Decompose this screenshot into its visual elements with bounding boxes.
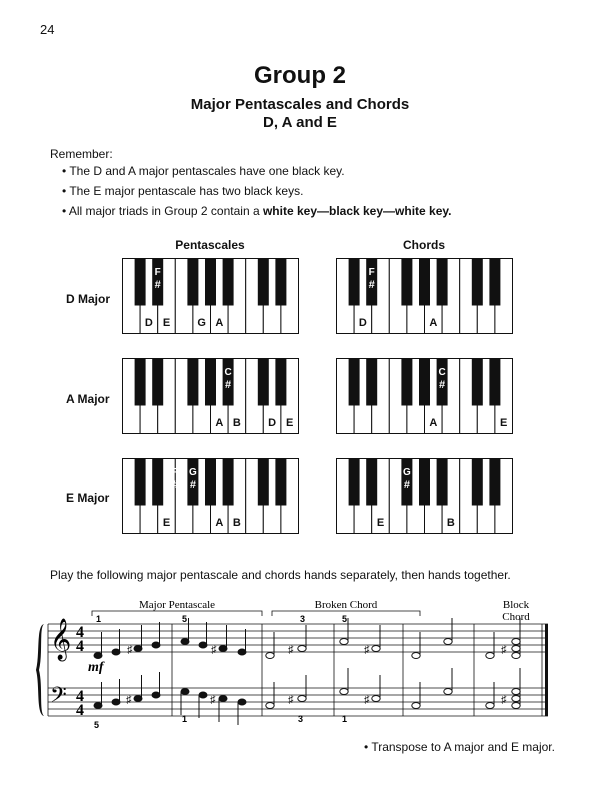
time-sig-top-treble: 4 — [76, 624, 84, 641]
note-head — [219, 696, 227, 702]
fingering-treble: 5 — [182, 614, 188, 624]
note-head — [372, 646, 380, 652]
row-label-d-major: D Major — [66, 292, 111, 306]
white-key-label: A — [215, 517, 224, 529]
note-head — [134, 646, 142, 652]
note-head — [512, 646, 520, 652]
keyboard-e-major-chord — [336, 458, 514, 534]
label-major-pentascale: Major Pentascale — [138, 599, 216, 611]
note-head — [199, 642, 207, 648]
note-head — [266, 653, 274, 659]
black-key-label-accidental: # — [172, 479, 179, 491]
black-key-label-letter: G — [403, 467, 411, 478]
white-key-label: D — [268, 417, 277, 429]
white-key-label: A — [215, 317, 224, 329]
black-key — [419, 459, 430, 506]
column-header-pentascales: Pentascales — [175, 238, 245, 252]
sharp-icon: ♯ — [210, 694, 216, 706]
page-number: 24 — [40, 22, 55, 37]
note-head — [298, 696, 306, 702]
black-key — [275, 359, 286, 406]
sharp-icon: ♯ — [501, 694, 507, 706]
fingering-treble: 1 — [96, 614, 102, 624]
white-key-label: A — [429, 417, 438, 429]
black-key-label-letter: F — [172, 467, 179, 478]
black-key — [437, 259, 448, 306]
note-head — [512, 696, 520, 702]
final-barline — [545, 624, 548, 716]
white-key-label: E — [286, 417, 294, 429]
bullet-item: • The D and A major pentascales have one black key. — [62, 164, 345, 178]
black-key — [258, 359, 269, 406]
bullet-text: The E major pentascale has two black keys. — [69, 184, 304, 198]
black-key — [437, 459, 448, 506]
bullet-item: • The E major pentascale has two black keys. — [62, 184, 304, 198]
subtitle-line-2: D, A and E — [263, 114, 337, 131]
black-key — [401, 259, 412, 306]
keyboard-e-major-pentascale — [122, 458, 300, 534]
note-head — [486, 703, 494, 709]
white-key-label: E — [162, 317, 171, 329]
black-key — [472, 459, 483, 506]
bracket-pentascale — [92, 611, 262, 616]
black-key — [401, 359, 412, 406]
white-key-label: E — [376, 517, 385, 529]
black-key — [366, 359, 377, 406]
black-key-label-letter: F — [368, 267, 375, 278]
keyboard-d-major-pentascale — [122, 258, 300, 334]
black-key — [366, 459, 377, 506]
row-label-e-major: E Major — [66, 491, 110, 505]
bullet-text: All major triads in Group 2 contain a — [68, 204, 263, 218]
note-head — [412, 703, 420, 709]
black-key — [472, 359, 483, 406]
grand-staff-brace — [36, 624, 44, 716]
sharp-icon: ♯ — [364, 644, 370, 656]
sheet-music — [30, 594, 560, 734]
column-header-chords: Chords — [403, 238, 445, 252]
footer-note-text: Transpose to A major and E major. — [371, 740, 555, 754]
treble-clef-icon: 𝄞 — [50, 619, 72, 659]
instructions-text: Play the following major pentascale and chords hands separately, then hands together. — [50, 568, 511, 582]
white-key-label: D — [358, 317, 367, 329]
black-key-label-letter: C — [438, 367, 446, 378]
bullet-item: • All major triads in Group 2 contain a white key—black key—white key. — [62, 204, 452, 218]
keyboard-a-major-chord — [336, 358, 514, 434]
note-head — [372, 696, 380, 702]
note-head — [486, 653, 494, 659]
sharp-icon: ♯ — [211, 644, 217, 656]
label-block-line1: Block — [502, 599, 530, 611]
black-key — [205, 459, 216, 506]
black-key — [349, 359, 360, 406]
black-key-label-accidental: # — [154, 279, 161, 291]
note-head — [444, 639, 452, 645]
sharp-icon: ♯ — [288, 694, 294, 706]
black-key-label-accidental: # — [439, 379, 446, 391]
note-head — [512, 639, 520, 645]
sharp-icon: ♯ — [364, 694, 370, 706]
black-key-label-accidental: # — [368, 279, 375, 291]
keyboard-d-major-chord — [336, 258, 514, 334]
note-head — [134, 696, 142, 702]
fingering-treble: 5 — [342, 614, 348, 624]
note-head — [112, 649, 120, 655]
label-broken-chord: Broken Chord — [314, 599, 378, 611]
black-key — [205, 259, 216, 306]
white-key-label: E — [500, 417, 508, 429]
black-key — [187, 359, 198, 406]
bullet-text: The D and A major pentascales have one black key. — [69, 164, 345, 178]
sharp-icon: ♯ — [288, 644, 294, 656]
black-key — [223, 259, 234, 306]
white-key-label: D — [144, 317, 153, 329]
fingering-bass: 5 — [94, 720, 100, 730]
black-key — [349, 259, 360, 306]
black-key — [223, 459, 234, 506]
page-title: Group 2 — [253, 62, 346, 89]
subtitle-line-1: Major Pentascales and Chords — [190, 96, 410, 113]
note-head — [412, 653, 420, 659]
black-key — [419, 259, 430, 306]
footer-note: • Transpose to A major and E major. — [364, 740, 555, 754]
black-key — [275, 259, 286, 306]
note-head — [444, 689, 452, 695]
white-key-label: A — [215, 417, 224, 429]
black-key — [152, 459, 163, 506]
black-key — [275, 459, 286, 506]
black-key-label-accidental: # — [189, 479, 196, 491]
black-key — [187, 259, 198, 306]
note-head — [238, 699, 246, 705]
sharp-icon: ♯ — [126, 694, 132, 706]
note-head — [512, 703, 520, 709]
black-key-label-accidental: # — [225, 379, 232, 391]
time-sig-bottom-bass: 4 — [76, 702, 84, 719]
black-key — [472, 259, 483, 306]
note-head — [512, 689, 520, 695]
sharp-icon: ♯ — [127, 644, 133, 656]
time-sig-top-bass: 4 — [76, 688, 84, 705]
black-key — [258, 259, 269, 306]
note-head — [94, 653, 102, 659]
black-key — [135, 359, 146, 406]
black-key — [205, 359, 216, 406]
white-key-label: G — [197, 317, 206, 329]
black-key — [135, 259, 146, 306]
label-block-line2: Chord — [502, 611, 530, 623]
fingering-bass: 1 — [182, 714, 188, 724]
sharp-icon: ♯ — [501, 644, 507, 656]
black-key — [135, 459, 146, 506]
note-head — [340, 639, 348, 645]
remember-label: Remember: — [50, 147, 113, 161]
black-key — [489, 359, 500, 406]
black-key-label-letter: G — [189, 467, 197, 478]
black-key — [152, 359, 163, 406]
note-head — [181, 639, 189, 645]
note-head — [112, 699, 120, 705]
fingering-bass: 1 — [342, 714, 348, 724]
bass-staff — [48, 688, 548, 716]
time-sig-bottom-treble: 4 — [76, 638, 84, 655]
white-key-label: B — [232, 417, 241, 429]
note-head — [219, 646, 227, 652]
note-head — [512, 653, 520, 659]
note-head — [152, 692, 160, 698]
black-key-label-letter: C — [224, 367, 232, 378]
bass-notes — [94, 668, 520, 725]
note-head — [266, 703, 274, 709]
keyboard-a-major-pentascale — [122, 358, 300, 434]
fingering-bass: 3 — [298, 714, 304, 724]
fingering-treble: 3 — [300, 614, 306, 624]
note-head — [94, 703, 102, 709]
note-head — [181, 689, 189, 695]
bass-clef-icon: 𝄢 — [50, 683, 67, 712]
note-head — [238, 649, 246, 655]
bullet-bold-text: white key—black key—white key. — [262, 204, 452, 218]
black-key — [489, 459, 500, 506]
white-key-label: B — [232, 517, 241, 529]
dynamic-mf: mf — [88, 660, 104, 675]
black-key — [258, 459, 269, 506]
white-key-label: B — [446, 517, 455, 529]
black-key — [349, 459, 360, 506]
black-key-label-letter: F — [154, 267, 161, 278]
black-key — [419, 359, 430, 406]
note-head — [199, 692, 207, 698]
row-label-a-major: A Major — [66, 392, 110, 406]
white-key-label: A — [429, 317, 438, 329]
note-head — [152, 642, 160, 648]
black-key — [489, 259, 500, 306]
black-key-label-accidental: # — [403, 479, 410, 491]
note-head — [298, 646, 306, 652]
note-head — [340, 689, 348, 695]
white-key-label: E — [162, 517, 171, 529]
